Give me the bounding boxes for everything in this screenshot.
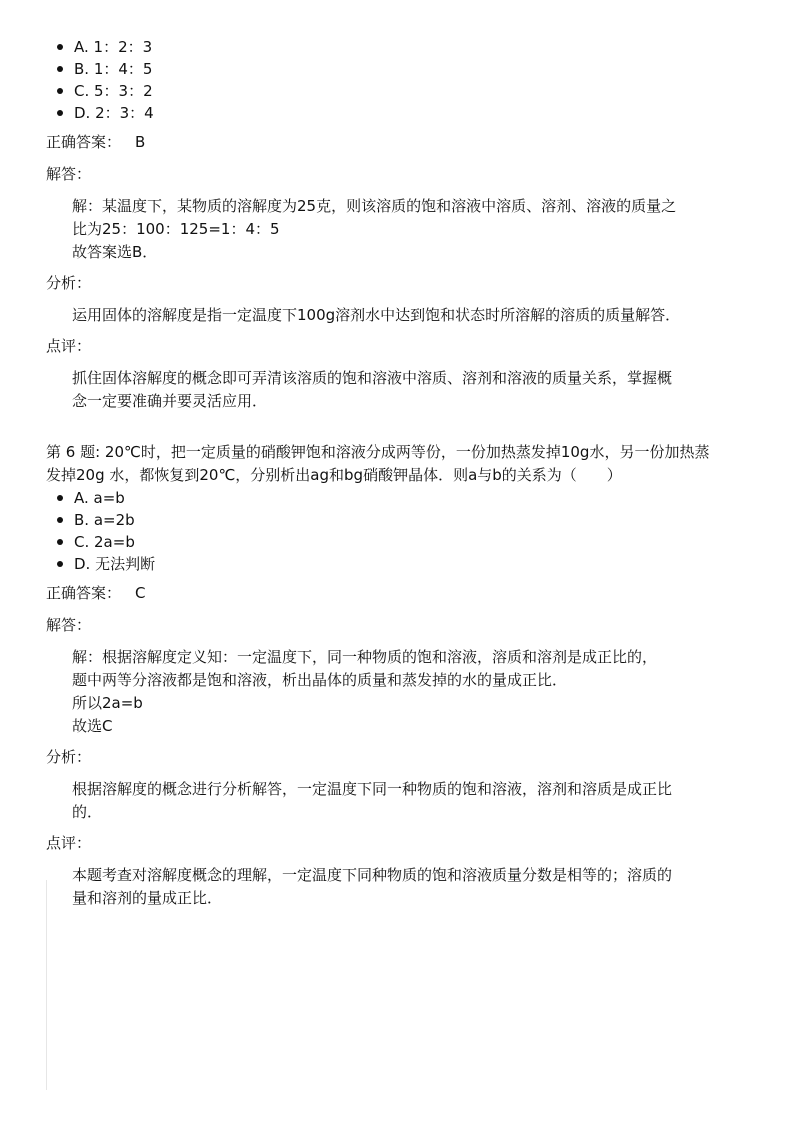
q5-solution-body	[46, 195, 732, 264]
q6-option-c: C. 2a=b	[74, 531, 766, 553]
q5-answer-label: 正确答案：	[46, 133, 122, 151]
q6-options-list	[46, 487, 766, 575]
q6-answer-row	[46, 582, 766, 605]
q6-solution-body	[46, 646, 732, 738]
q5-comment-line: 抓住固体溶解度的概念即可弄清该溶质的饱和溶液中溶质、溶剂和溶液的质量关系，掌握概	[72, 369, 673, 387]
q6-solution-line: 所以2a=b	[72, 694, 143, 712]
q5-comment-label: 点评：	[46, 337, 92, 355]
q5-analysis-label: 分析：	[46, 274, 92, 292]
q6-question-line: 发掉20g 水，都恢复到20℃，分别析出ag和bg硝酸钾晶体．则a与b的关系为（ ）	[46, 466, 622, 484]
q6-answer-value: C	[135, 584, 146, 602]
q6-analysis-label: 分析：	[46, 748, 92, 766]
q6-comment-line: 量和溶剂的量成正比．	[72, 889, 223, 907]
q6-solution-line: 解：根据溶解度定义知：一定温度下，同一种物质的饱和溶液，溶质和溶剂是成正比的，	[72, 648, 658, 666]
content-area	[46, 36, 766, 918]
q5-option-b: B. 1：4：5	[74, 58, 766, 80]
q6-question-line: 第 6 题: 20℃时，把一定质量的硝酸钾饱和溶液分成两等份，一份加热蒸发掉10g水，另一份加热蒸	[46, 443, 710, 461]
q6-analysis-line: 根据溶解度的概念进行分析解答，一定温度下同一种物质的饱和溶液，溶剂和溶质是成正比	[72, 780, 673, 798]
q6-analysis-body	[46, 778, 732, 824]
q6-option-a: A. a=b	[74, 487, 766, 509]
q5-answer-value: B	[135, 133, 146, 151]
q6-solution-line: 故选C	[72, 717, 113, 735]
q6-question-text	[46, 441, 766, 487]
q5-solution-label: 解答：	[46, 165, 92, 183]
q6-comment-line: 本题考查对溶解度概念的理解，一定温度下同种物质的饱和溶液质量分数是相等的；溶质的	[72, 866, 673, 884]
q5-option-a: A. 1：2：3	[74, 36, 766, 58]
q6-analysis-line: 的．	[72, 803, 103, 821]
q5-solution-line: 解：某温度下，某物质的溶解度为25克，则该溶质的饱和溶液中溶质、溶剂、溶液的质量之	[72, 197, 677, 215]
q5-analysis-body	[46, 304, 732, 327]
q6-solution-label: 解答：	[46, 616, 92, 634]
question-6	[46, 441, 766, 910]
q5-answer-row	[46, 131, 766, 154]
q6-solution-line: 题中两等分溶液都是饱和溶液，析出晶体的质量和蒸发掉的水的量成正比．	[72, 671, 568, 689]
q6-comment-body	[46, 864, 732, 910]
q6-comment-label: 点评：	[46, 834, 92, 852]
q5-solution-line: 故答案选B．	[72, 243, 158, 261]
q5-option-c: C. 5：3：2	[74, 80, 766, 102]
q6-option-b: B. a=2b	[74, 509, 766, 531]
q5-option-d: D. 2：3：4	[74, 102, 766, 124]
q5-comment-body	[46, 367, 732, 413]
question-5	[46, 36, 766, 413]
q6-option-d: D. 无法判断	[74, 553, 766, 575]
q5-comment-line: 念一定要准确并要灵活应用．	[72, 392, 268, 410]
q6-answer-label: 正确答案：	[46, 584, 122, 602]
q5-options-list	[46, 36, 766, 124]
q5-solution-line: 比为25：100：125=1：4：5	[72, 220, 280, 238]
q5-analysis-line: 运用固体的溶解度是指一定温度下100g溶剂水中达到饱和状态时所溶解的溶质的质量解答．	[72, 306, 681, 324]
